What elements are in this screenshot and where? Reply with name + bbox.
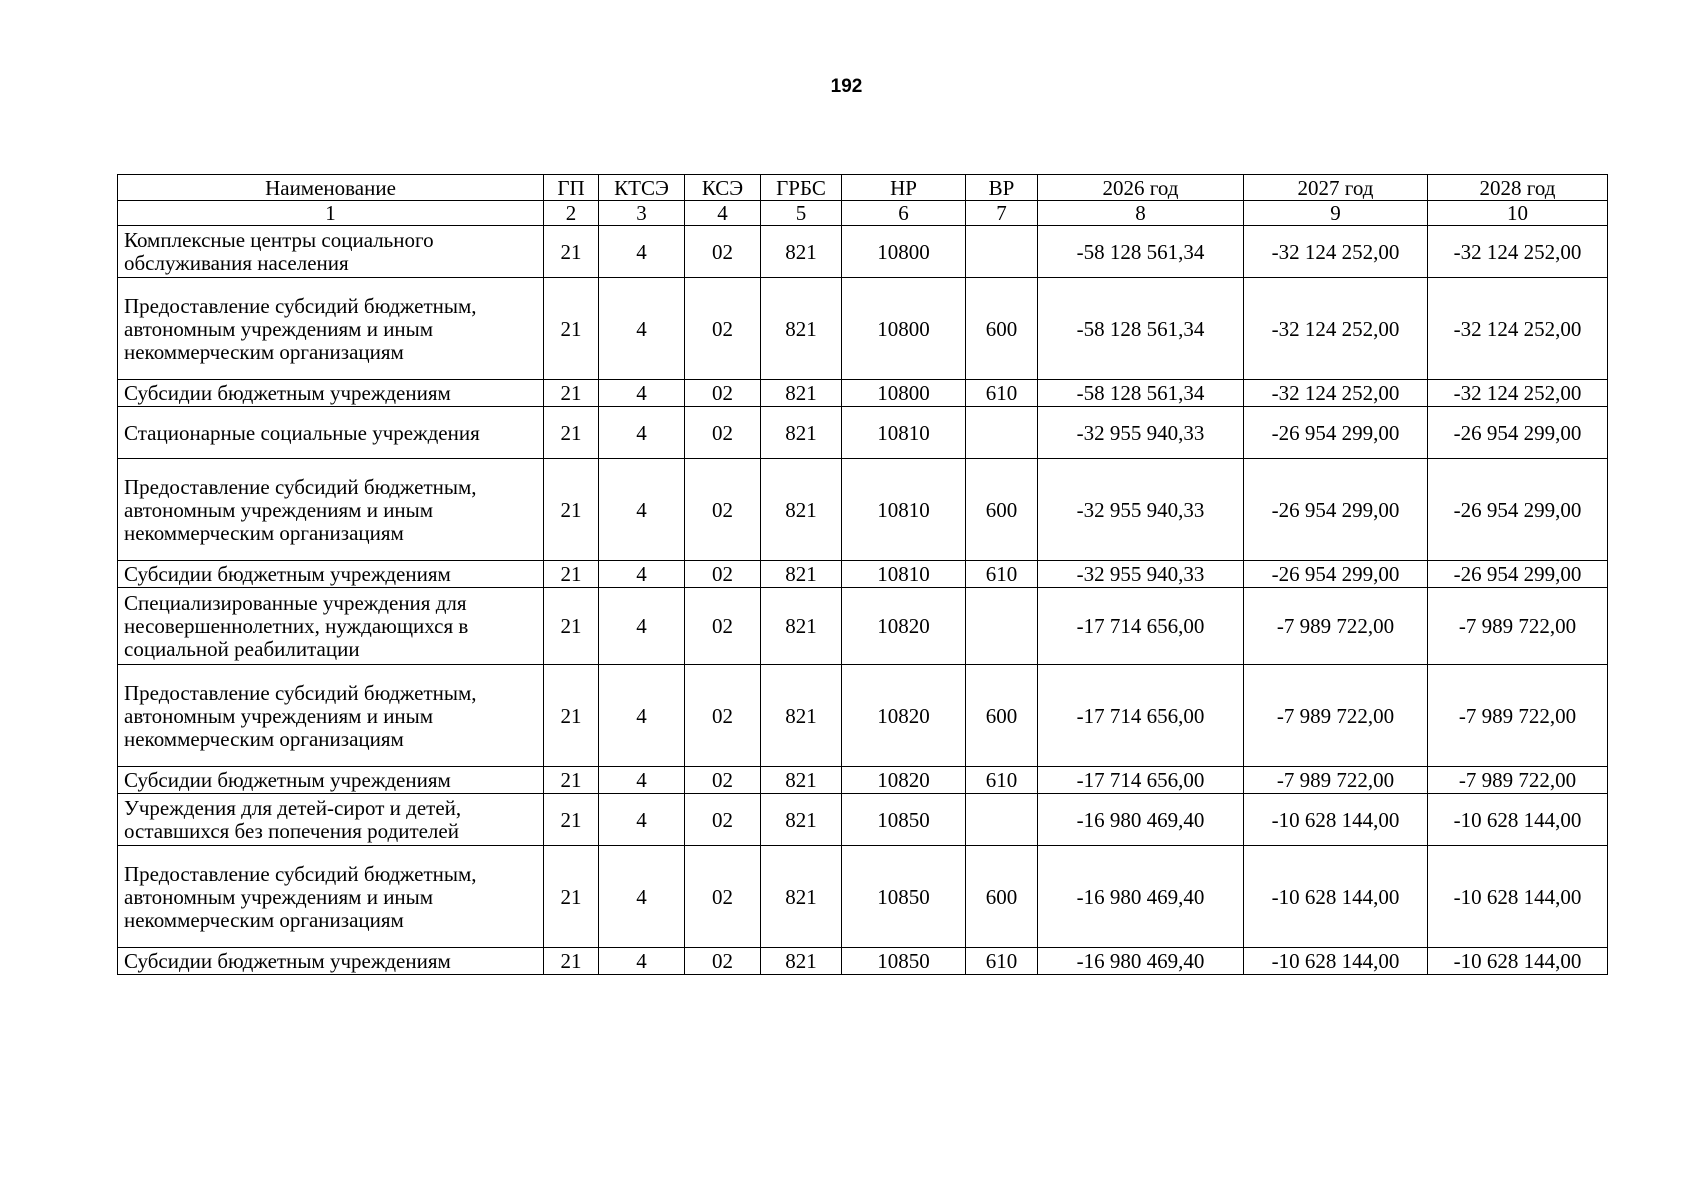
row-2027: -32 124 252,00 <box>1244 278 1428 380</box>
column-number-row <box>118 201 1608 226</box>
row-grbs: 821 <box>761 767 842 794</box>
row-2026: -32 955 940,33 <box>1038 459 1244 561</box>
row-2027: -7 989 722,00 <box>1244 665 1428 767</box>
table-row <box>118 459 1608 561</box>
row-name: Предоставление субсидий бюджетным, автономным учреждениям и иным некоммерческим организациям <box>118 278 544 380</box>
table-row <box>118 407 1608 459</box>
row-ktse: 4 <box>599 380 685 407</box>
row-name: Стационарные социальные учреждения <box>118 407 544 459</box>
row-nr: 10810 <box>842 561 966 588</box>
row-kse: 02 <box>685 588 761 665</box>
row-2028: -32 124 252,00 <box>1428 278 1608 380</box>
row-ktse: 4 <box>599 794 685 846</box>
row-nr: 10810 <box>842 407 966 459</box>
row-2027: -10 628 144,00 <box>1244 794 1428 846</box>
row-name: Учреждения для детей-сирот и детей, оставшихся без попечения родителей <box>118 794 544 846</box>
row-grbs: 821 <box>761 948 842 975</box>
row-kse: 02 <box>685 459 761 561</box>
table-row <box>118 948 1608 975</box>
column-number: 4 <box>685 201 761 226</box>
table-row <box>118 226 1608 278</box>
row-ktse: 4 <box>599 278 685 380</box>
row-2027: -26 954 299,00 <box>1244 561 1428 588</box>
row-gp: 21 <box>544 407 599 459</box>
row-2028: -32 124 252,00 <box>1428 380 1608 407</box>
row-2027: -26 954 299,00 <box>1244 407 1428 459</box>
page-number: 192 <box>830 76 863 97</box>
row-ktse: 4 <box>599 665 685 767</box>
row-nr: 10850 <box>842 794 966 846</box>
row-2026: -32 955 940,33 <box>1038 561 1244 588</box>
column-number: 9 <box>1244 201 1428 226</box>
row-2026: -17 714 656,00 <box>1038 767 1244 794</box>
row-gp: 21 <box>544 278 599 380</box>
table-row <box>118 380 1608 407</box>
row-2028: -7 989 722,00 <box>1428 588 1608 665</box>
row-nr: 10800 <box>842 226 966 278</box>
header-2027: 2027 год <box>1244 175 1428 201</box>
row-2028: -7 989 722,00 <box>1428 665 1608 767</box>
row-2028: -10 628 144,00 <box>1428 794 1608 846</box>
column-number: 6 <box>842 201 966 226</box>
row-vr <box>966 588 1038 665</box>
row-kse: 02 <box>685 278 761 380</box>
row-2026: -58 128 561,34 <box>1038 380 1244 407</box>
row-gp: 21 <box>544 665 599 767</box>
row-2026: -58 128 561,34 <box>1038 226 1244 278</box>
row-grbs: 821 <box>761 459 842 561</box>
column-number: 8 <box>1038 201 1244 226</box>
row-2026: -16 980 469,40 <box>1038 794 1244 846</box>
header-2028: 2028 год <box>1428 175 1608 201</box>
row-2026: -17 714 656,00 <box>1038 665 1244 767</box>
row-grbs: 821 <box>761 794 842 846</box>
row-nr: 10820 <box>842 588 966 665</box>
row-vr: 610 <box>966 767 1038 794</box>
table-row <box>118 846 1608 948</box>
row-vr: 610 <box>966 948 1038 975</box>
row-grbs: 821 <box>761 226 842 278</box>
row-grbs: 821 <box>761 846 842 948</box>
row-vr: 600 <box>966 459 1038 561</box>
table-row <box>118 665 1608 767</box>
row-ktse: 4 <box>599 846 685 948</box>
row-gp: 21 <box>544 459 599 561</box>
row-name: Комплексные центры социального обслуживания населения <box>118 226 544 278</box>
row-kse: 02 <box>685 948 761 975</box>
column-number: 3 <box>599 201 685 226</box>
row-nr: 10850 <box>842 948 966 975</box>
row-vr <box>966 794 1038 846</box>
row-2028: -32 124 252,00 <box>1428 226 1608 278</box>
row-2026: -16 980 469,40 <box>1038 948 1244 975</box>
table-row <box>118 278 1608 380</box>
row-grbs: 821 <box>761 380 842 407</box>
row-2026: -17 714 656,00 <box>1038 588 1244 665</box>
header-row <box>118 175 1608 201</box>
row-nr: 10800 <box>842 278 966 380</box>
row-2027: -7 989 722,00 <box>1244 767 1428 794</box>
row-grbs: 821 <box>761 665 842 767</box>
row-2028: -26 954 299,00 <box>1428 561 1608 588</box>
row-gp: 21 <box>544 948 599 975</box>
table-row <box>118 561 1608 588</box>
row-ktse: 4 <box>599 561 685 588</box>
row-ktse: 4 <box>599 767 685 794</box>
row-grbs: 821 <box>761 278 842 380</box>
row-vr: 610 <box>966 561 1038 588</box>
header-vr: ВР <box>966 175 1038 201</box>
row-name: Субсидии бюджетным учреждениям <box>118 380 544 407</box>
row-name: Субсидии бюджетным учреждениям <box>118 561 544 588</box>
row-nr: 10820 <box>842 767 966 794</box>
row-kse: 02 <box>685 846 761 948</box>
row-2026: -16 980 469,40 <box>1038 846 1244 948</box>
row-grbs: 821 <box>761 561 842 588</box>
row-gp: 21 <box>544 794 599 846</box>
row-grbs: 821 <box>761 407 842 459</box>
budget-table <box>117 174 1608 975</box>
row-kse: 02 <box>685 767 761 794</box>
row-gp: 21 <box>544 846 599 948</box>
row-2028: -7 989 722,00 <box>1428 767 1608 794</box>
row-vr: 600 <box>966 665 1038 767</box>
row-kse: 02 <box>685 407 761 459</box>
row-name: Субсидии бюджетным учреждениям <box>118 767 544 794</box>
row-2026: -32 955 940,33 <box>1038 407 1244 459</box>
row-2027: -26 954 299,00 <box>1244 459 1428 561</box>
row-name: Предоставление субсидий бюджетным, автономным учреждениям и иным некоммерческим организациям <box>118 846 544 948</box>
header-gp: ГП <box>544 175 599 201</box>
row-ktse: 4 <box>599 588 685 665</box>
row-gp: 21 <box>544 561 599 588</box>
header-kse: КСЭ <box>685 175 761 201</box>
header-2026: 2026 год <box>1038 175 1244 201</box>
row-ktse: 4 <box>599 948 685 975</box>
column-number: 7 <box>966 201 1038 226</box>
row-2028: -10 628 144,00 <box>1428 846 1608 948</box>
header-ktse: КТСЭ <box>599 175 685 201</box>
row-name: Предоставление субсидий бюджетным, автономным учреждениям и иным некоммерческим организациям <box>118 665 544 767</box>
row-nr: 10820 <box>842 665 966 767</box>
row-kse: 02 <box>685 561 761 588</box>
row-2028: -10 628 144,00 <box>1428 948 1608 975</box>
row-name: Предоставление субсидий бюджетным, автономным учреждениям и иным некоммерческим организациям <box>118 459 544 561</box>
header-name: Наименование <box>118 175 544 201</box>
row-nr: 10850 <box>842 846 966 948</box>
row-2028: -26 954 299,00 <box>1428 459 1608 561</box>
row-2026: -58 128 561,34 <box>1038 278 1244 380</box>
table-row <box>118 588 1608 665</box>
row-2027: -10 628 144,00 <box>1244 948 1428 975</box>
table-row <box>118 767 1608 794</box>
row-2027: -32 124 252,00 <box>1244 226 1428 278</box>
row-grbs: 821 <box>761 588 842 665</box>
row-2027: -32 124 252,00 <box>1244 380 1428 407</box>
row-kse: 02 <box>685 226 761 278</box>
row-kse: 02 <box>685 665 761 767</box>
column-number: 5 <box>761 201 842 226</box>
row-2027: -7 989 722,00 <box>1244 588 1428 665</box>
row-gp: 21 <box>544 767 599 794</box>
row-2028: -26 954 299,00 <box>1428 407 1608 459</box>
column-number: 1 <box>118 201 544 226</box>
row-gp: 21 <box>544 380 599 407</box>
table-row <box>118 794 1608 846</box>
row-name: Специализированные учреждения для несовершеннолетних, нуждающихся в социальной реабилитации <box>118 588 544 665</box>
row-vr <box>966 407 1038 459</box>
row-2027: -10 628 144,00 <box>1244 846 1428 948</box>
header-nr: НР <box>842 175 966 201</box>
row-kse: 02 <box>685 380 761 407</box>
row-vr: 600 <box>966 278 1038 380</box>
row-gp: 21 <box>544 226 599 278</box>
row-vr: 600 <box>966 846 1038 948</box>
row-name: Субсидии бюджетным учреждениям <box>118 948 544 975</box>
row-ktse: 4 <box>599 407 685 459</box>
row-vr <box>966 226 1038 278</box>
row-ktse: 4 <box>599 459 685 561</box>
row-kse: 02 <box>685 794 761 846</box>
row-gp: 21 <box>544 588 599 665</box>
row-nr: 10800 <box>842 380 966 407</box>
column-number: 2 <box>544 201 599 226</box>
column-number: 10 <box>1428 201 1608 226</box>
row-vr: 610 <box>966 380 1038 407</box>
row-ktse: 4 <box>599 226 685 278</box>
header-grbs: ГРБС <box>761 175 842 201</box>
row-nr: 10810 <box>842 459 966 561</box>
